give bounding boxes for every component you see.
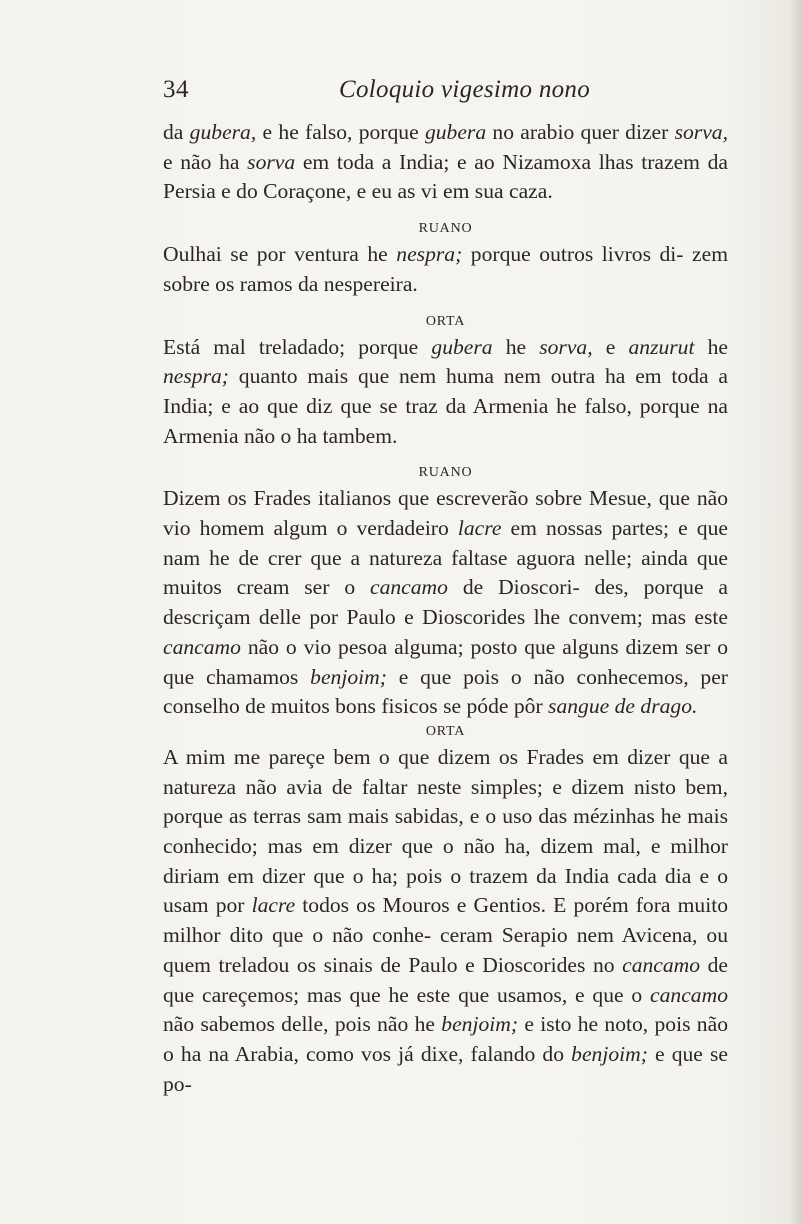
text-run: e isto he noto, pois não o ha na Arabia, como vos já dixe, falando do (163, 1012, 728, 1066)
text-run: Dizem os Frades italianos que escreverão sobre Mesue, que não vio homem algum o verdadeiro (163, 486, 728, 541)
text-run: de Dioscori- des, porque a descriçam delle por Paulo e Dioscorides lhe convem; mas este (163, 575, 728, 630)
paragraph-4 (163, 484, 728, 722)
text-run: Oulhai se por ventura he (163, 242, 397, 267)
page-number: 34 (163, 76, 189, 103)
running-title: Coloquio vigesimo nono (339, 76, 591, 103)
text-run: no arabio quer dizer (486, 120, 675, 144)
text-run: porque outros livros di- zem sobre os ramos da nespereira. (163, 242, 728, 296)
paragraph-1 (163, 118, 728, 207)
italic-term: nespra; (396, 242, 463, 267)
italic-term: gubera (431, 334, 493, 359)
italic-term: cancamo (650, 982, 728, 1007)
italic-term: cancamo (163, 634, 241, 659)
italic-term: lacre (251, 893, 296, 918)
italic-term: cancamo (622, 952, 701, 977)
text-run: A mim me pareçe bem o que dizem os Frades em dizer que a natureza não avia de faltar neste simples; e dizem nisto bem, porque as terras sam mais sabidas, e o uso das mézinhas he mais conhecido; mas em dizer que o não ha, dizem mal, e milhor diriam em dizer que o ha; pois o trazem da India cada dia e o usam por (163, 744, 728, 918)
italic-term: benjoim; (310, 664, 387, 689)
speaker-label: RUANO (418, 465, 473, 481)
italic-term: sorva, (539, 334, 593, 359)
italic-term: gubera (424, 120, 487, 144)
italic-term: sorva, (674, 120, 728, 144)
text-run: e he falso, porque (256, 120, 425, 144)
speaker-label: RUANO (418, 221, 473, 237)
text-run: não o vio pesoa alguma; posto que alguns dizem ser o que chamamos (163, 634, 728, 689)
text-block (163, 118, 728, 1099)
text-run: e (592, 334, 629, 359)
text-run: em nossas partes; e que nam he de crer que a natureza faltase aguora nelle; ainda que muitos cream ser o (163, 516, 728, 600)
text-run: Está mal treladado; porque (163, 334, 432, 359)
paragraph-3 (163, 333, 728, 452)
text-run: não sabemos delle, pois não he (163, 1012, 442, 1037)
italic-term: sangue de drago. (548, 694, 698, 719)
text-run: em toda a India; e ao Nizamoxa lhas trazem da Persia e do Coraçone, e eu as vi em sua caza. (163, 149, 729, 204)
italic-term: lacre (457, 516, 502, 541)
text-run: todos os Mouros e Gentios. E porém fora muito milhor dito que o não conhe- ceram Serapio nem Avicena, ou quem treladou os sinais de Paulo e Dioscorides no (163, 893, 728, 977)
italic-term: gubera, (189, 120, 257, 144)
paragraph-5 (163, 743, 728, 1099)
speaker-label: ORTA (425, 723, 466, 739)
text-run: e não ha (163, 149, 248, 174)
italic-term: sorva (247, 149, 296, 174)
text-run: he (492, 334, 540, 359)
italic-term: anzurut (628, 334, 695, 359)
text-run: e que se po- (163, 1041, 728, 1096)
text-run: he (694, 334, 728, 359)
italic-term: cancamo (370, 575, 448, 600)
paragraph-2 (163, 240, 728, 299)
text-run: e que pois o não conhecemos, per conselho de muitos bons fisicos se póde pôr (163, 664, 728, 719)
speaker-label: ORTA (425, 313, 466, 329)
text-run: quanto mais que nem huma nem outra ha em toda a India; e ao que diz que se traz da Armenia he falso, porque na Armenia não o ha tambem. (163, 364, 728, 448)
text-run: da (163, 120, 190, 144)
italic-term: benjoim; (571, 1041, 648, 1066)
text-run: de que careçemos; mas que he este que usamos, e que o (163, 952, 729, 1007)
italic-term: nespra; (163, 364, 229, 389)
running-head (163, 76, 723, 110)
page-edge-shadow (789, 0, 801, 1224)
italic-term: benjoim; (441, 1012, 519, 1037)
